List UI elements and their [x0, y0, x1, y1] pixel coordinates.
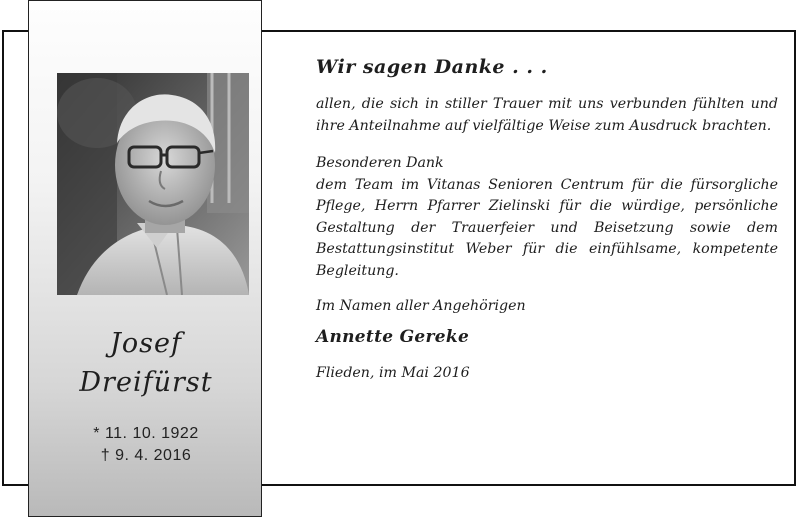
death-date: † 9. 4. 2016 — [100, 447, 192, 464]
on-behalf-line: Im Namen aller Angehörigen — [316, 298, 526, 314]
thanks-paragraph: allen, die sich in stiller Trauer mit uns verbunden fühlten und ihre Anteilnahme auf vielfältige Weise zum Ausdruck brachten. — [316, 96, 778, 134]
place-date: Flieden, im Mai 2016 — [316, 364, 470, 381]
portrait-image — [57, 73, 249, 295]
special-thanks-title: Besonderen Dank — [316, 155, 444, 171]
special-thanks-paragraph: dem Team im Vitanas Senioren Centrum für die fürsorgliche Pflege, Herrn Pfarrer Zielinski für die würdige, persönliche Gestaltung der Trauerfeier und Beisetzung sowie dem Bestattungsinstitut Weber für die einfühlsame, kompetente Begleitung. — [316, 176, 778, 279]
memorial-sidebar — [28, 0, 262, 517]
deceased-first-name: Josef — [110, 328, 182, 359]
birth-date: * 11. 10. 1922 — [93, 425, 199, 442]
thank-you-notice — [316, 56, 778, 381]
portrait-photo — [57, 73, 249, 295]
notice-heading: Wir sagen Danke . . . — [316, 56, 548, 78]
signer-name: Annette Gereke — [316, 326, 470, 347]
deceased-last-name: Dreifürst — [79, 367, 213, 398]
